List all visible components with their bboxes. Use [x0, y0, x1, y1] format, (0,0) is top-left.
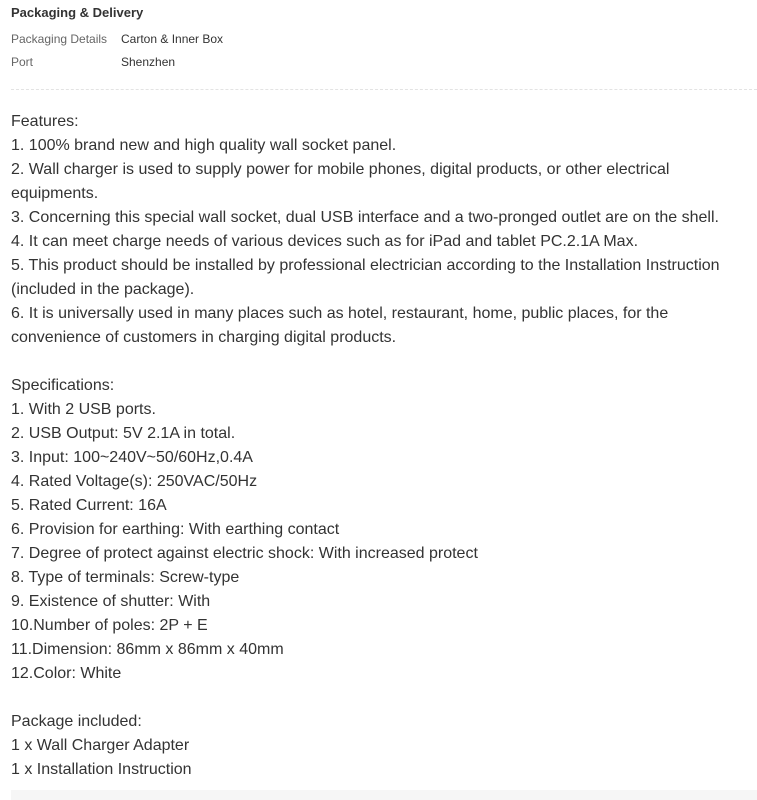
feature-item: 1. 100% brand new and high quality wall socket panel.: [11, 137, 397, 154]
product-description: [11, 110, 751, 782]
features-heading: Features:: [11, 113, 79, 130]
packaging-details-row: [11, 28, 757, 51]
port-value: Shenzhen: [121, 55, 176, 69]
feature-item: 3. Concerning this special wall socket, dual USB interface and a two-pronged outlet are on the shell.: [11, 209, 719, 226]
feature-item: 4. It can meet charge needs of various devices such as for iPad and tablet PC.2.1A Max.: [11, 233, 639, 250]
spec-item: 5. Rated Current: 16A: [11, 497, 167, 514]
spec-item: 3. Input: 100~240V~50/60Hz,0.4A: [11, 449, 253, 466]
spec-item: 10.Number of poles: 2P + E: [11, 617, 208, 634]
section-divider: [11, 89, 757, 90]
spec-item: 7. Degree of protect against electric shock: With increased protect: [11, 545, 478, 562]
packaging-title: Packaging & Delivery: [11, 5, 144, 20]
feature-item: 2. Wall charger is used to supply power for mobile phones, digital products, or other electrical equipments.: [11, 161, 670, 202]
feature-item: 6. It is universally used in many places such as hotel, restaurant, home, public places, for the convenience of customers in charging digital products.: [11, 305, 669, 346]
bottom-band: [11, 790, 757, 800]
spec-item: 4. Rated Voltage(s): 250VAC/50Hz: [11, 473, 258, 490]
packaging-details-label: Packaging Details: [11, 32, 108, 46]
spec-item: 11.Dimension: 86mm x 86mm x 40mm: [11, 641, 284, 658]
package-item: 1 x Installation Instruction: [11, 761, 192, 778]
packaging-details-value: Carton & Inner Box: [121, 32, 224, 46]
spec-item: 1. With 2 USB ports.: [11, 401, 156, 418]
package-heading: Package included:: [11, 713, 142, 730]
specifications-heading: Specifications:: [11, 377, 115, 394]
packaging-delivery-section: [11, 4, 757, 74]
feature-item: 5. This product should be installed by professional electrician according to the Installation Instruction (included in the package).: [11, 257, 720, 298]
paragraph-gap: [11, 686, 751, 710]
spec-item: 8. Type of terminals: Screw-type: [11, 569, 240, 586]
paragraph-gap: [11, 350, 751, 374]
port-row: [11, 51, 757, 74]
spec-item: 2. USB Output: 5V 2.1A in total.: [11, 425, 236, 442]
package-item: 1 x Wall Charger Adapter: [11, 737, 190, 754]
spec-item: 12.Color: White: [11, 665, 122, 682]
port-label: Port: [11, 55, 34, 69]
spec-item: 6. Provision for earthing: With earthing contact: [11, 521, 340, 538]
spec-item: 9. Existence of shutter: With: [11, 593, 211, 610]
